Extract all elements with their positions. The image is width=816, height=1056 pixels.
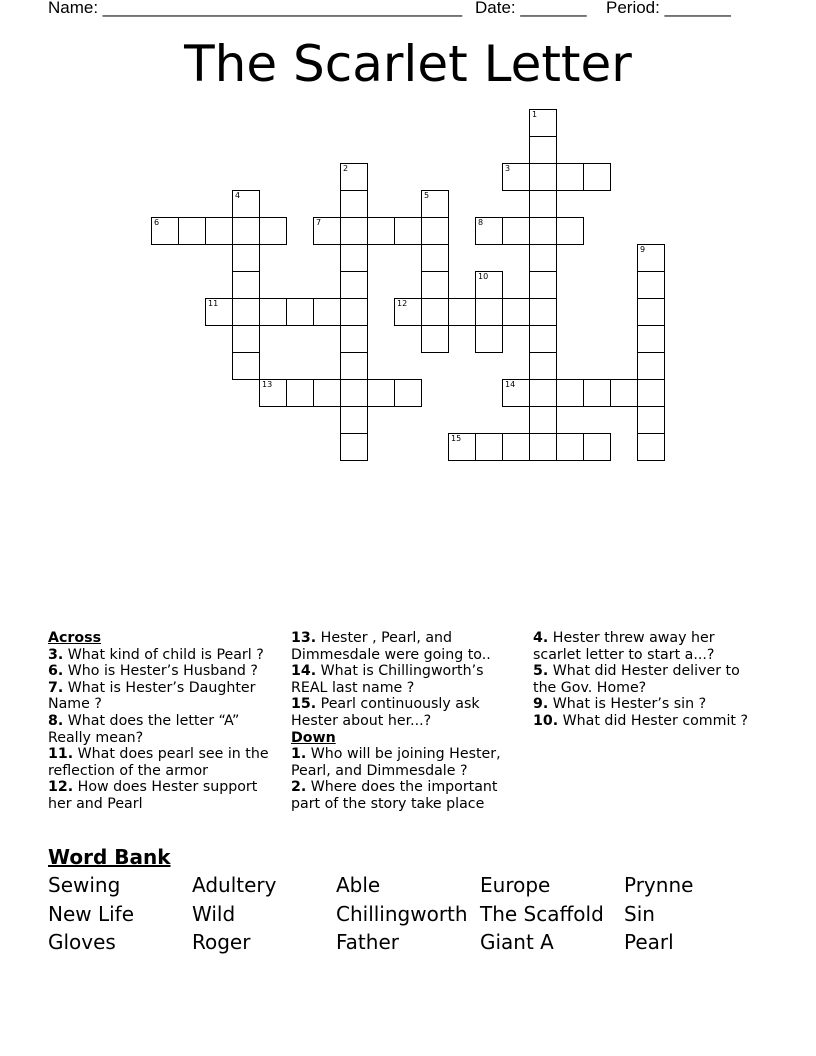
grid-cell[interactable] xyxy=(421,190,449,218)
grid-cell[interactable] xyxy=(232,352,260,380)
clue-text: What does the letter “A” Really mean? xyxy=(48,712,240,746)
grid-cell[interactable] xyxy=(502,163,530,191)
clue-item xyxy=(48,647,278,664)
clue-item xyxy=(291,779,521,812)
grid-cell[interactable] xyxy=(259,217,287,245)
grid-cell[interactable] xyxy=(340,433,368,461)
grid-cell[interactable] xyxy=(421,217,449,245)
grid-cell[interactable] xyxy=(529,136,557,164)
clue-text: Where does the important part of the story take place xyxy=(291,779,498,812)
grid-cell[interactable] xyxy=(583,433,611,461)
grid-cell[interactable] xyxy=(367,217,395,245)
clue-number: 4. xyxy=(533,630,549,646)
clue-number: 4 xyxy=(235,191,241,200)
word-bank-word: Roger xyxy=(192,930,251,954)
clue-text: Who will be joining Hester, Pearl, and Dimmesdale ? xyxy=(291,746,501,779)
grid-cell[interactable] xyxy=(340,325,368,353)
clue-number: 1 xyxy=(532,110,538,119)
grid-cell[interactable] xyxy=(151,217,179,245)
grid-cell[interactable] xyxy=(340,217,368,245)
grid-cell[interactable] xyxy=(313,298,341,326)
word-bank-word: Prynne xyxy=(624,873,694,897)
word-bank-word: Able xyxy=(336,873,381,897)
word-bank-word: Chillingworth xyxy=(336,901,468,926)
grid-cell[interactable] xyxy=(475,298,503,326)
grid-cell[interactable] xyxy=(232,190,260,218)
grid-cell[interactable] xyxy=(529,244,557,272)
grid-cell[interactable] xyxy=(475,217,503,245)
grid-cell[interactable] xyxy=(340,406,368,434)
grid-cell[interactable] xyxy=(502,379,530,407)
grid-cell[interactable] xyxy=(637,325,665,353)
clues-column-3 xyxy=(533,630,763,730)
grid-cell[interactable] xyxy=(340,352,368,380)
clue-item xyxy=(48,713,278,746)
clue-item xyxy=(48,779,278,812)
clue-text: Hester , Pearl, and Dimmesdale were going to.. xyxy=(291,630,491,663)
grid-cell[interactable] xyxy=(286,379,314,407)
grid-cell[interactable] xyxy=(637,406,665,434)
clue-text: How does Hester support her and Pearl xyxy=(48,779,258,812)
clue-number: 9. xyxy=(533,696,549,713)
grid-cell[interactable] xyxy=(340,271,368,299)
grid-cell[interactable] xyxy=(529,217,557,245)
grid-cell[interactable] xyxy=(259,298,287,326)
word-bank-word: Pearl xyxy=(624,930,674,954)
clue-item xyxy=(48,663,278,680)
grid-cell[interactable] xyxy=(313,379,341,407)
clue-item xyxy=(291,663,521,696)
grid-cell[interactable] xyxy=(286,298,314,326)
grid-cell[interactable] xyxy=(367,379,395,407)
grid-cell[interactable] xyxy=(637,298,665,326)
clue-number: 10 xyxy=(478,272,489,281)
grid-cell[interactable] xyxy=(529,298,557,326)
clue-text: Hester threw away her scarlet letter to start a...? xyxy=(533,630,715,663)
clue-number: 8. xyxy=(48,712,64,729)
clues-column-2 xyxy=(291,630,521,813)
word-bank-word: Giant A xyxy=(480,930,554,954)
grid-cell[interactable] xyxy=(313,217,341,245)
clue-number: 9 xyxy=(640,245,646,254)
clue-number: 12. xyxy=(48,779,74,796)
word-bank-word: Adultery xyxy=(192,873,277,897)
grid-cell[interactable] xyxy=(556,217,584,245)
word-bank-word: Sewing xyxy=(48,873,121,897)
grid-cell[interactable] xyxy=(583,379,611,407)
clue-item xyxy=(291,696,521,729)
grid-cell[interactable] xyxy=(340,163,368,191)
crossword-grid xyxy=(0,0,816,470)
word-bank-title: Word Bank xyxy=(48,845,171,869)
grid-cell[interactable] xyxy=(529,406,557,434)
clue-number: 6 xyxy=(154,218,160,227)
clue-item xyxy=(533,696,763,713)
word-bank-word: Wild xyxy=(192,901,236,926)
clue-item xyxy=(48,746,278,779)
grid-cell[interactable] xyxy=(232,217,260,245)
date-field[interactable]: Date: _______ xyxy=(475,0,587,17)
grid-cell[interactable] xyxy=(232,244,260,272)
clue-number: 1. xyxy=(291,746,307,763)
clue-number: 14. xyxy=(291,663,317,680)
grid-cell[interactable] xyxy=(340,244,368,272)
word-bank-word: Europe xyxy=(480,873,551,897)
clue-number: 7 xyxy=(316,218,322,227)
clue-item xyxy=(291,746,521,779)
grid-cell[interactable] xyxy=(475,271,503,299)
grid-cell[interactable] xyxy=(556,433,584,461)
grid-cell[interactable] xyxy=(637,244,665,272)
grid-cell[interactable] xyxy=(421,325,449,353)
grid-cell[interactable] xyxy=(502,433,530,461)
clue-number: 8 xyxy=(478,218,484,227)
grid-cell[interactable] xyxy=(529,379,557,407)
grid-cell[interactable] xyxy=(421,298,449,326)
grid-cell[interactable] xyxy=(583,163,611,191)
grid-cell[interactable] xyxy=(637,271,665,299)
clue-number: 6. xyxy=(48,663,64,680)
clue-text: What did Hester deliver to the Gov. Home? xyxy=(533,663,740,696)
clue-number: 5. xyxy=(533,663,549,680)
grid-cell[interactable] xyxy=(475,325,503,353)
grid-cell[interactable] xyxy=(610,379,638,407)
grid-cell[interactable] xyxy=(232,325,260,353)
clue-text: What kind of child is Pearl ? xyxy=(63,646,264,663)
grid-cell[interactable] xyxy=(529,325,557,353)
grid-cell[interactable] xyxy=(421,271,449,299)
clues-column-1 xyxy=(48,630,278,813)
grid-cell[interactable] xyxy=(205,217,233,245)
word-bank-word: Sin xyxy=(624,901,655,926)
grid-cell[interactable] xyxy=(448,298,476,326)
grid-cell[interactable] xyxy=(637,379,665,407)
clue-item xyxy=(533,713,763,730)
clue-number: 10. xyxy=(533,712,559,729)
clue-number: 3. xyxy=(48,646,64,663)
grid-cell[interactable] xyxy=(259,379,287,407)
clue-item xyxy=(291,630,521,663)
clue-number: 13 xyxy=(262,380,273,389)
grid-cell[interactable] xyxy=(529,190,557,218)
page-title: The Scarlet Letter xyxy=(184,35,632,93)
grid-cell[interactable] xyxy=(529,109,557,137)
clue-text: What is Hester’s Daughter Name ? xyxy=(48,679,256,713)
clue-number: 11. xyxy=(48,746,74,763)
word-bank-word: The Scaffold xyxy=(480,901,604,926)
word-bank-word: New Life xyxy=(48,901,135,926)
clue-text: What does pearl see in the reflection of the armor xyxy=(48,746,269,779)
clue-number: 12 xyxy=(397,299,408,308)
grid-cell[interactable] xyxy=(205,298,233,326)
grid-cell[interactable] xyxy=(394,379,422,407)
grid-cell[interactable] xyxy=(394,217,422,245)
clue-number: 13. xyxy=(291,630,317,646)
clue-text: What did Hester commit ? xyxy=(558,712,748,729)
grid-cell[interactable] xyxy=(529,163,557,191)
grid-cell[interactable] xyxy=(556,163,584,191)
grid-cell[interactable] xyxy=(394,298,422,326)
down-heading: Down xyxy=(291,729,336,746)
clue-number: 3 xyxy=(505,164,511,173)
grid-cell[interactable] xyxy=(502,298,530,326)
clue-text: Who is Hester’s Husband ? xyxy=(63,663,258,680)
grid-cell[interactable] xyxy=(232,271,260,299)
grid-cell[interactable] xyxy=(637,433,665,461)
clue-number: 2 xyxy=(343,164,349,173)
period-field[interactable]: Period: _______ xyxy=(606,0,731,17)
grid-cell[interactable] xyxy=(475,433,503,461)
across-heading: Across xyxy=(48,630,102,646)
clue-item xyxy=(533,630,763,663)
clue-text: What is Hester’s sin ? xyxy=(548,696,707,713)
grid-cell[interactable] xyxy=(529,352,557,380)
clue-text: What is Chillingworth’s REAL last name ? xyxy=(291,663,484,696)
grid-cell[interactable] xyxy=(448,433,476,461)
clue-number: 2. xyxy=(291,779,307,796)
clue-number: 15 xyxy=(451,434,462,443)
grid-cell[interactable] xyxy=(340,298,368,326)
clue-item xyxy=(48,680,278,713)
name-field[interactable]: Name: ______________________________________ xyxy=(48,0,463,17)
grid-cell[interactable] xyxy=(529,271,557,299)
clue-number: 7. xyxy=(48,679,64,696)
clue-number: 15. xyxy=(291,696,317,713)
clue-number: 14 xyxy=(505,380,516,389)
grid-cell[interactable] xyxy=(637,352,665,380)
grid-cell[interactable] xyxy=(340,190,368,218)
grid-cell[interactable] xyxy=(340,379,368,407)
clue-item xyxy=(533,663,763,696)
grid-cell[interactable] xyxy=(178,217,206,245)
grid-cell[interactable] xyxy=(421,244,449,272)
grid-cell[interactable] xyxy=(502,217,530,245)
clue-number: 11 xyxy=(208,299,219,308)
grid-cell[interactable] xyxy=(529,433,557,461)
word-bank-word: Gloves xyxy=(48,930,116,954)
clue-text: Pearl continuously ask Hester about her...? xyxy=(291,696,480,729)
clue-number: 5 xyxy=(424,191,430,200)
grid-cell[interactable] xyxy=(232,298,260,326)
grid-cell[interactable] xyxy=(556,379,584,407)
word-bank-word: Father xyxy=(336,930,399,954)
